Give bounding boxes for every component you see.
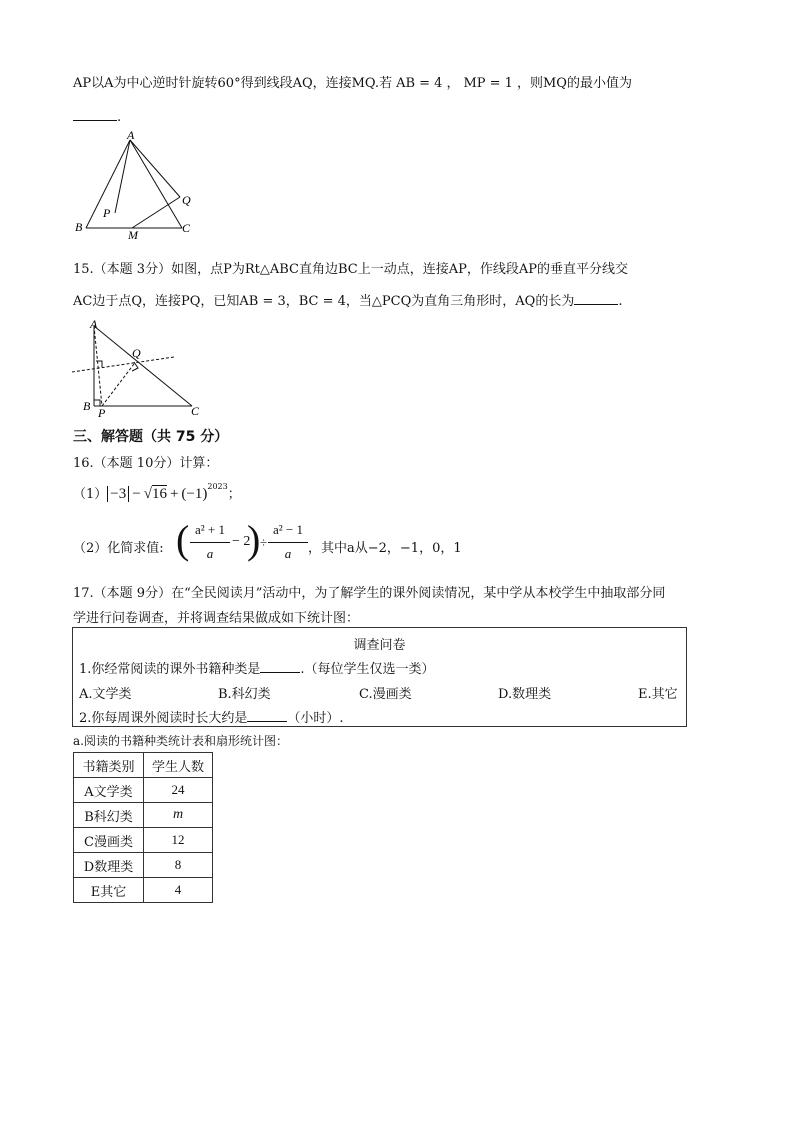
paren-close: ) (247, 517, 261, 562)
power-exponent: 2023 (207, 481, 228, 491)
option-b: B.科幻类 (218, 687, 271, 702)
label-p: P (103, 206, 111, 220)
q17-line2: 学进行问卷调查，并将调查结果做成如下统计图： (73, 611, 360, 626)
fraction2-numerator: a² − 1 (273, 522, 303, 537)
section-heading: 三、解答题（共 75 分） (73, 429, 229, 445)
label-a: A (90, 317, 98, 331)
q14-question: ，则MQ的最小值为 (516, 76, 632, 91)
q14-line1: AP以A为中心逆时针旋转60°得到线段AQ，连接MQ.若 AB = 4 ， MP = 1 ，则MQ的最小值为 (73, 76, 632, 91)
table-row (74, 828, 213, 853)
label-b: B (83, 399, 91, 413)
perpendicular-bisector (72, 357, 174, 372)
label-p: P (98, 406, 106, 420)
q14-answer-line: . (73, 108, 121, 125)
sqrt-sign: √ (143, 486, 152, 502)
table-row (74, 803, 213, 828)
option-e: E.其它 (638, 687, 678, 702)
count-cell: 8 (144, 853, 213, 878)
answer-blank (247, 709, 287, 722)
option-c: C.漫画类 (359, 687, 412, 702)
right-angle-mid (96, 361, 102, 367)
table-header-row (74, 753, 213, 778)
header-count: 学生人数 (144, 753, 213, 778)
segment-pq (102, 364, 134, 406)
fraction1-numerator: a² + 1 (195, 522, 225, 537)
answer-blank (260, 660, 300, 673)
q14-mp-value: MP = 1 (463, 76, 513, 91)
answer-blank (574, 292, 618, 305)
label-b: B (75, 220, 83, 234)
segment-ac (130, 140, 182, 228)
divide-sign: ÷ (260, 535, 268, 550)
count-cell: 4 (144, 878, 213, 903)
q14-ab-value: AB = 4 (396, 76, 443, 91)
q16-part1: $(1) -3 - √16 + (-1)^{2023}$； (73, 481, 241, 502)
option-d: D.数理类 (498, 687, 552, 702)
category-cell: B科幻类 (74, 803, 144, 828)
q14-text: AP以A为中心逆时针旋转60°得到线段AQ，连接MQ.若 (73, 76, 393, 91)
fraction1-denominator: a (206, 546, 214, 561)
segment-aq (130, 140, 180, 197)
label-c: C (182, 221, 191, 235)
survey-q1: 1.你经常阅读的课外书籍种类是 .（每位学生仅选一类） (79, 662, 435, 677)
figure-right-triangle (68, 316, 208, 420)
figure-triangle-rotation (70, 130, 200, 245)
fraction2-bar (268, 542, 308, 543)
segment-ap (115, 140, 130, 213)
power-base: (−1) (181, 486, 208, 502)
header-category: 书籍类别 (74, 753, 144, 778)
count-cell: m (144, 803, 213, 828)
book-category-table (73, 752, 213, 903)
answer-blank (73, 108, 117, 121)
segment-ac (94, 326, 192, 406)
table-row (74, 853, 213, 878)
survey-box (72, 627, 687, 727)
fraction2-denominator: a (284, 546, 292, 561)
count-cell: 24 (144, 778, 213, 803)
q15-line1: 15.（本题 3分）如图，点P为Rt△ABC直角边BC上一动点，连接AP，作线段AP的垂直平分线交 (73, 262, 628, 277)
paren-open: ( (176, 517, 190, 562)
survey-title: 调查问卷 (353, 638, 406, 653)
label-c: C (191, 404, 200, 418)
abs-value: −3 (107, 486, 129, 502)
category-cell: A文学类 (74, 778, 144, 803)
q16-part2-condition: ，其中a从−2，−1，0，1 (308, 541, 462, 556)
table-caption: a.阅读的书籍种类统计表和扇形统计图： (73, 734, 288, 748)
label-q: Q (132, 346, 141, 360)
q16-part2-label: （2）化简求值: (73, 541, 164, 556)
label-a: A (127, 130, 135, 142)
table-row (74, 878, 213, 903)
q15-line2: AC边于点Q，连接PQ，已知AB = 3，BC = 4，当△PCQ为直角三角形时，AQ的长为 . (73, 294, 623, 309)
category-cell: C漫画类 (74, 828, 144, 853)
q17-line1: 17.（本题 9分）在“全民阅读月”活动中，为了解学生的课外阅读情况，某中学从本校学生中抽取部分同 (73, 586, 666, 601)
label-q: Q (182, 193, 191, 207)
count-cell: 12 (144, 828, 213, 853)
survey-q2: 2.你每周课外阅读时长大约是 （小时）. (79, 711, 344, 726)
segment-ap (94, 326, 102, 406)
sqrt-radicand: 16 (151, 486, 167, 502)
minus-two: − 2 (232, 534, 251, 549)
category-cell: D数理类 (74, 853, 144, 878)
category-cell: E其它 (74, 878, 144, 903)
fraction1-bar (190, 542, 230, 543)
q16-title: 16.（本题 10分）计算： (73, 456, 219, 471)
label-m: M (128, 228, 138, 242)
table-row (74, 778, 213, 803)
option-a: A.文学类 (79, 687, 132, 702)
